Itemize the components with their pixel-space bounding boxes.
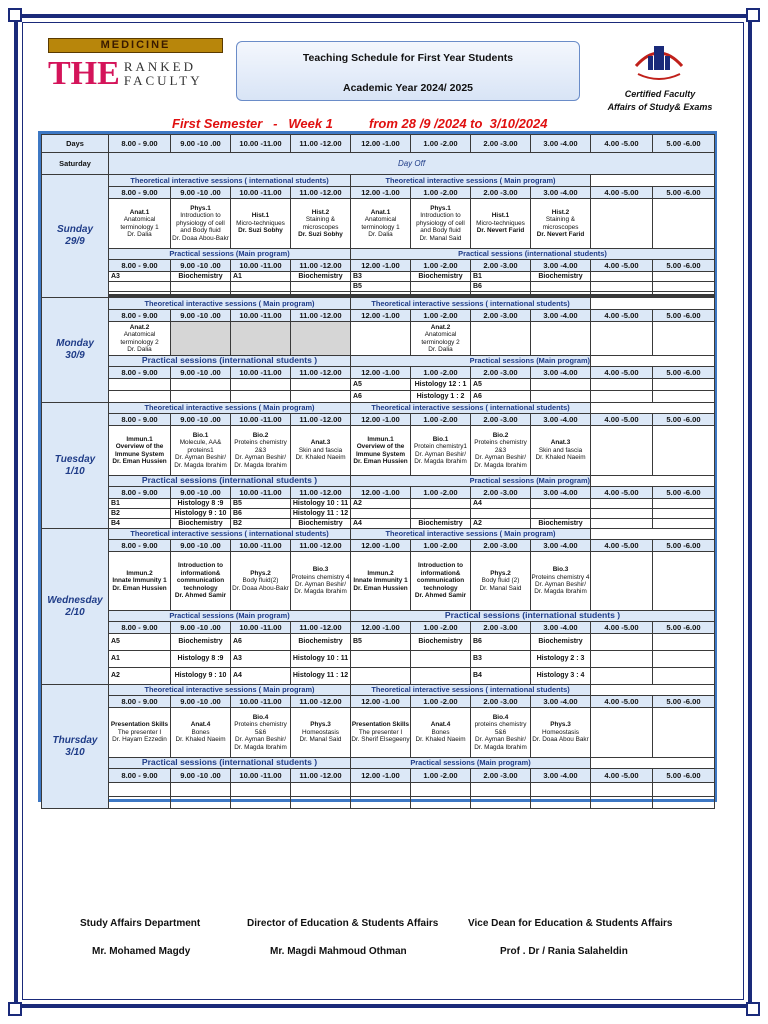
section-header: Theoretical interactive sessions ( Main program) (109, 403, 351, 414)
time-slot: 8.00 - 9.00 (109, 769, 171, 783)
group-label: B5 (351, 282, 411, 292)
time-slot: 12.00 -1.00 (351, 696, 411, 708)
time-slot: 3.00 -4.00 (531, 310, 591, 322)
section-header: Practical sessions (international students ) (109, 356, 351, 367)
time-slot: 5.00 -6.00 (653, 540, 715, 552)
time-slot: 8.00 - 9.00 (109, 367, 171, 379)
time-slot: 9.00 -10 .00 (171, 187, 231, 199)
group-label: A5 (351, 379, 411, 391)
time-slot: 2.00 -3.00 (471, 540, 531, 552)
practical-subject: Biochemistry (291, 519, 351, 529)
practical-subject: Biochemistry (411, 519, 471, 529)
time-slot: 12.00 -1.00 (351, 622, 411, 634)
group-label: A4 (351, 519, 411, 529)
signature-title-1: Study Affairs Department (80, 918, 201, 929)
academic-year: Academic Year 2024/ 2025 (343, 82, 473, 94)
time-slot: 11.00 -12.00 (291, 260, 351, 272)
time-slot: 12.00 -1.00 (351, 187, 411, 199)
time-slot: 5.00 -6.00 (653, 414, 715, 426)
time-slot: 1.00 -2.00 (411, 260, 471, 272)
time-slot: 1.00 -2.00 (411, 367, 471, 379)
lecture-cell: Introduction to information& communication technology Dr. Ahmed Samir (411, 552, 471, 611)
lecture-cell: Bio.1 Molecule, AA& proteins1 Dr. Ayman Beshir/ Dr. Magda Ibrahim (171, 426, 231, 476)
lecture-cell: Phys.1 Introduction to physiology of cell and Body fluid Dr. Doaa Abou-Bakr (171, 199, 231, 249)
signature-title-2: Director of Education & Students Affairs (247, 918, 439, 929)
lecture-cell: Presentation Skills The presenter I Dr. Sherif Elsegeeny (351, 708, 411, 758)
time-slot: 8.00 - 9.00 (109, 622, 171, 634)
time-slot: 2.00 -3.00 (471, 414, 531, 426)
time-slot: 10.00 -11.00 (231, 696, 291, 708)
practical-subject: Biochemistry (531, 634, 591, 651)
practical-subject: Biochemistry (531, 272, 591, 282)
group-label: B1 (471, 272, 531, 282)
time-slot: 1.00 -2.00 (411, 414, 471, 426)
lecture-cell: Immun.2 Innate Immunity 1 Dr. Eman Hussien (109, 552, 171, 611)
header-row (42, 135, 715, 153)
group-label: A4 (231, 668, 291, 685)
cert-line-2: Affairs of Study& Exams (607, 102, 713, 112)
time-slot: 2.00 -3.00 (471, 260, 531, 272)
time-slot: 5.00 -6.00 (653, 487, 715, 499)
time-slot: 9.00 -10 .00 (171, 769, 231, 783)
lecture-cell: Immun.2 Innate Immunity 1 Dr. Eman Hussien (351, 552, 411, 611)
practical-subject: Histology 3 : 4 (531, 668, 591, 685)
section-header: Theoretical interactive sessions ( international students) (351, 685, 591, 696)
lecture-cell: Bio.1 Protein chemistry1 Dr. Ayman Beshir/ Dr. Magda Ibrahim (411, 426, 471, 476)
time-slot: 3.00 -4.00 (531, 540, 591, 552)
time-slot: 4.00 -5.00 (591, 696, 653, 708)
time-slot: 9.00 -10 .00 (171, 487, 231, 499)
time-slot: 2.00 -3.00 (471, 135, 531, 153)
group-label: A2 (351, 499, 411, 509)
time-slot: 11.00 -12.00 (291, 187, 351, 199)
corner-ornament (746, 1002, 760, 1016)
practical-subject: Biochemistry (291, 272, 351, 282)
group-label: A6 (231, 634, 291, 651)
days-header: Days (42, 135, 109, 153)
time-slot: 3.00 -4.00 (531, 260, 591, 272)
section-header: Theoretical interactive sessions ( international students) (109, 175, 351, 187)
time-slot: 2.00 -3.00 (471, 367, 531, 379)
time-slot: 5.00 -6.00 (653, 696, 715, 708)
group-label: A3 (109, 272, 171, 282)
practical-subject: Histology 12 : 1 (411, 379, 471, 391)
group-label: B6 (471, 634, 531, 651)
time-slot: 11.00 -12.00 (291, 540, 351, 552)
time-slot: 9.00 -10 .00 (171, 135, 231, 153)
time-slot: 1.00 -2.00 (411, 310, 471, 322)
time-slot: 5.00 -6.00 (653, 135, 715, 153)
practical-subject: Biochemistry (171, 272, 231, 282)
group-label: B4 (109, 519, 171, 529)
day-monday: Monday 30/9 (42, 298, 109, 403)
logo-faculty: FACULTY (123, 73, 203, 88)
time-slot: 9.00 -10 .00 (171, 367, 231, 379)
time-slot: 12.00 -1.00 (351, 310, 411, 322)
lecture-cell: Anat.3 Skin and fascia Dr. Khaled Naeim (291, 426, 351, 476)
section-header: Practical sessions (Main program) (351, 356, 591, 367)
time-slot: 11.00 -12.00 (291, 310, 351, 322)
time-slot: 8.00 - 9.00 (109, 135, 171, 153)
lecture-cell: Anat.4 Bones Dr. Khaled Naeim (171, 708, 231, 758)
group-label: B1 (109, 499, 171, 509)
lecture-cell: Hist.1 Micro-techniques Dr. Nevert Farid (471, 199, 531, 249)
practical-subject: Histology 11 : 12 (291, 668, 351, 685)
time-slot: 10.00 -11.00 (231, 540, 291, 552)
lecture-cell: Hist.2 Staining & microscopes Dr. Suzi Sobhy (291, 199, 351, 249)
cert-line-1: Certified Faculty (624, 89, 696, 99)
group-label: A6 (471, 391, 531, 403)
time-slot: 11.00 -12.00 (291, 696, 351, 708)
lecture-cell: Phys.2 Body fluid (2) Dr. Manal Said (471, 552, 531, 611)
signature-name-3: Prof . Dr / Rania Salaheldin (500, 946, 628, 957)
group-label: B5 (351, 634, 411, 651)
corner-ornament (8, 8, 22, 22)
time-slot: 11.00 -12.00 (291, 135, 351, 153)
time-slot: 9.00 -10 .00 (171, 540, 231, 552)
time-slot: 1.00 -2.00 (411, 135, 471, 153)
lecture-cell: Phys.3 Homeostasis Dr. Doaa Abou Bakr (531, 708, 591, 758)
lecture-cell: Anat.4 Bones Dr. Khaled Naeim (411, 708, 471, 758)
group-label: B4 (471, 668, 531, 685)
time-slot: 8.00 - 9.00 (109, 540, 171, 552)
lecture-cell: Anat.2 Anatomical terminology 2 Dr. Dalia (411, 322, 471, 356)
section-header: Theoretical interactive sessions ( Main program) (351, 529, 591, 540)
time-slot: 8.00 - 9.00 (109, 696, 171, 708)
signature-name-2: Mr. Magdi Mahmoud Othman (270, 946, 407, 957)
time-slot: 11.00 -12.00 (291, 414, 351, 426)
time-slot: 4.00 -5.00 (591, 414, 653, 426)
time-slot: 3.00 -4.00 (531, 414, 591, 426)
schedule-table (38, 131, 717, 802)
section-header: Practical sessions (Main program) (351, 758, 591, 769)
time-slot: 3.00 -4.00 (531, 187, 591, 199)
schedule-title-box (236, 41, 580, 101)
group-label: A5 (471, 379, 531, 391)
time-slot: 5.00 -6.00 (653, 367, 715, 379)
lecture-cell: Anat.1 Anatomical terminology 1 Dr. Dalia (109, 199, 171, 249)
lecture-cell: Anat.2 Anatomical terminology 2 Dr. Dalia (109, 322, 171, 356)
time-slot: 4.00 -5.00 (591, 487, 653, 499)
time-slot: 12.00 -1.00 (351, 260, 411, 272)
time-slot: 2.00 -3.00 (471, 310, 531, 322)
group-label: B3 (351, 272, 411, 282)
time-slot: 8.00 - 9.00 (109, 414, 171, 426)
group-label: A1 (231, 272, 291, 282)
group-label: B3 (471, 651, 531, 668)
time-slot: 10.00 -11.00 (231, 310, 291, 322)
time-slot: 12.00 -1.00 (351, 135, 411, 153)
the-ranked-logo (48, 38, 223, 96)
section-header: Theoretical interactive sessions ( international students) (109, 529, 351, 540)
logo-ranked: RANKED (123, 59, 196, 74)
time-slot: 10.00 -11.00 (231, 260, 291, 272)
practical-subject: Biochemistry (171, 519, 231, 529)
time-slot: 9.00 -10 .00 (171, 260, 231, 272)
time-slot: 4.00 -5.00 (591, 769, 653, 783)
logo-the: THE (48, 55, 120, 92)
time-slot: 4.00 -5.00 (591, 260, 653, 272)
section-header: Theoretical interactive sessions ( international students) (351, 298, 591, 310)
time-slot: 1.00 -2.00 (411, 622, 471, 634)
group-label: A4 (471, 499, 531, 509)
lecture-cell: Bio.2 Proteins chemistry 2&3 Dr. Ayman Beshir/ Dr. Magda Ibrahim (471, 426, 531, 476)
time-slot: 3.00 -4.00 (531, 487, 591, 499)
time-slot: 8.00 - 9.00 (109, 260, 171, 272)
lecture-cell: Anat.3 Skin and fascia Dr. Khaled Naeim (531, 426, 591, 476)
practical-subject: Histology 10 : 11 (291, 499, 351, 509)
time-slot: 9.00 -10 .00 (171, 310, 231, 322)
time-slot: 5.00 -6.00 (653, 260, 715, 272)
section-header: Theoretical interactive sessions ( Main program) (109, 298, 351, 310)
time-slot: 4.00 -5.00 (591, 187, 653, 199)
practical-subject: Histology 2 : 3 (531, 651, 591, 668)
section-header: Practical sessions (international students) (351, 249, 715, 260)
time-slot: 12.00 -1.00 (351, 487, 411, 499)
time-slot: 3.00 -4.00 (531, 135, 591, 153)
time-slot: 5.00 -6.00 (653, 310, 715, 322)
time-slot: 3.00 -4.00 (531, 696, 591, 708)
section-header: Theoretical interactive sessions ( international students) (351, 403, 591, 414)
time-slot: 10.00 -11.00 (231, 187, 291, 199)
time-slot: 1.00 -2.00 (411, 696, 471, 708)
group-label: B2 (109, 509, 171, 519)
lecture-cell: Phys.1 Introduction to physiology of cell and Body fluid Dr. Manal Said (411, 199, 471, 249)
group-label: A5 (109, 634, 171, 651)
day-thursday: Thursday 3/10 (42, 685, 109, 809)
lecture-cell: Bio.3 Proteins chemistry 4 Dr. Ayman Beshir/ Dr. Magda Ibrahim (291, 552, 351, 611)
corner-ornament (746, 8, 760, 22)
time-slot: 2.00 -3.00 (471, 622, 531, 634)
logo-medicine-bar: MEDICINE (48, 38, 223, 53)
time-slot: 11.00 -12.00 (291, 487, 351, 499)
lecture-cell: Phys.2 Body fluid(2) Dr. Doaa Abou-Bakr (231, 552, 291, 611)
saturday-row (42, 153, 715, 175)
group-label: B5 (231, 499, 291, 509)
group-label: B6 (471, 282, 531, 292)
practical-subject: Biochemistry (531, 519, 591, 529)
lecture-cell: Introduction to information& communication technology Dr. Ahmed Samir (171, 552, 231, 611)
time-slot: 3.00 -4.00 (531, 622, 591, 634)
section-header: Theoretical interactive sessions ( Main program) (109, 685, 351, 696)
group-label: A1 (109, 651, 171, 668)
time-slot: 3.00 -4.00 (531, 769, 591, 783)
time-slot: 12.00 -1.00 (351, 367, 411, 379)
time-slot: 8.00 - 9.00 (109, 310, 171, 322)
practical-subject: Biochemistry (411, 272, 471, 282)
practical-subject: Histology 11 : 12 (291, 509, 351, 519)
group-label: B6 (231, 509, 291, 519)
time-slot: 12.00 -1.00 (351, 540, 411, 552)
time-slot: 1.00 -2.00 (411, 487, 471, 499)
group-label: A2 (109, 668, 171, 685)
section-header: Practical sessions (Main program) (109, 249, 351, 260)
time-slot: 11.00 -12.00 (291, 622, 351, 634)
time-slot: 10.00 -11.00 (231, 414, 291, 426)
practical-subject: Histology 9 : 10 (171, 509, 231, 519)
time-slot: 10.00 -11.00 (231, 135, 291, 153)
time-slot: 2.00 -3.00 (471, 769, 531, 783)
day-off-note: Day Off (109, 153, 715, 175)
time-slot: 1.00 -2.00 (411, 540, 471, 552)
group-label: A2 (471, 519, 531, 529)
practical-subject: Biochemistry (411, 634, 471, 651)
lecture-cell: Presentation Skills The presenter I Dr. Hayam Ezzedin (109, 708, 171, 758)
time-slot: 4.00 -5.00 (591, 135, 653, 153)
time-slot: 9.00 -10 .00 (171, 696, 231, 708)
section-header: Practical sessions (international students ) (351, 611, 715, 622)
time-slot: 4.00 -5.00 (591, 622, 653, 634)
practical-subject: Histology 9 : 10 (171, 668, 231, 685)
time-slot: 10.00 -11.00 (231, 769, 291, 783)
section-header: Practical sessions (international students ) (109, 476, 351, 487)
day-wednesday: Wednesday 2/10 (42, 529, 109, 685)
time-slot: 11.00 -12.00 (291, 367, 351, 379)
practical-subject: Histology 10 : 11 (291, 651, 351, 668)
lecture-cell: Immun.1 Overview of the Immune System Dr. Eman Hussien (351, 426, 411, 476)
semester-week-heading: First Semester - Week 1 from 28 /9 /2024 to 3/10/2024 (172, 116, 548, 131)
time-slot: 5.00 -6.00 (653, 622, 715, 634)
day-sunday: Sunday 29/9 (42, 175, 109, 298)
time-slot: 4.00 -5.00 (591, 310, 653, 322)
group-label: B2 (231, 519, 291, 529)
lecture-cell: Hist.1 Micro-techniques Dr. Suzi Sobhy (231, 199, 291, 249)
signature-name-1: Mr. Mohamed Magdy (92, 946, 191, 957)
time-slot: 9.00 -10 .00 (171, 622, 231, 634)
practical-subject: Histology 1 : 2 (411, 391, 471, 403)
time-slot: 2.00 -3.00 (471, 187, 531, 199)
section-header: Practical sessions (Main program) (351, 476, 591, 487)
lecture-cell: Phys.3 Homeostasis Dr. Manal Said (291, 708, 351, 758)
time-slot: 1.00 -2.00 (411, 187, 471, 199)
section-header: Practical sessions (Main program) (109, 611, 351, 622)
lecture-cell: Bio.4 Proteins chemistry 5&6 Dr. Ayman Beshir/ Dr. Magda Ibrahim (231, 708, 291, 758)
time-slot: 4.00 -5.00 (591, 367, 653, 379)
time-slot: 2.00 -3.00 (471, 487, 531, 499)
time-slot: 12.00 -1.00 (351, 414, 411, 426)
lecture-cell: Bio.3 Proteins chemistry 4 Dr. Ayman Beshir/ Dr. Magda Ibrahim (531, 552, 591, 611)
time-slot: 8.00 - 9.00 (109, 487, 171, 499)
corner-ornament (8, 1002, 22, 1016)
day-tuesday: Tuesday 1/10 (42, 403, 109, 529)
section-header: Practical sessions (international students ) (109, 758, 351, 769)
lecture-cell: Hist.2 Staining & microscopes Dr. Nevert Farid (531, 199, 591, 249)
practical-subject: Histology 8 :9 (171, 651, 231, 668)
certified-faculty-note (604, 88, 716, 114)
time-slot: 3.00 -4.00 (531, 367, 591, 379)
time-slot: 4.00 -5.00 (591, 540, 653, 552)
lecture-cell: Immun.1 Overview of the Immune System Dr. Eman Hussien (109, 426, 171, 476)
practical-subject: Biochemistry (291, 634, 351, 651)
time-slot: 12.00 -1.00 (351, 769, 411, 783)
time-slot: 10.00 -11.00 (231, 367, 291, 379)
time-slot: 2.00 -3.00 (471, 696, 531, 708)
group-label: A6 (351, 391, 411, 403)
group-label: A3 (231, 651, 291, 668)
time-slot: 11.00 -12.00 (291, 769, 351, 783)
practical-subject: Biochemistry (171, 634, 231, 651)
time-slot: 10.00 -11.00 (231, 622, 291, 634)
time-slot: 5.00 -6.00 (653, 187, 715, 199)
time-slot: 8.00 - 9.00 (109, 187, 171, 199)
time-slot: 5.00 -6.00 (653, 769, 715, 783)
schedule-title: Teaching Schedule for First Year Students (302, 52, 514, 64)
lecture-cell: Anat.1 Anatomical terminology 1 Dr. Dalia (351, 199, 411, 249)
day-saturday: Saturday (42, 153, 109, 175)
lecture-cell: Bio.2 Proteins chemistry 2&3 Dr. Ayman Beshir/ Dr. Magda Ibrahim (231, 426, 291, 476)
practical-subject: Histology 8 :9 (171, 499, 231, 509)
time-slot: 1.00 -2.00 (411, 769, 471, 783)
section-header: Theoretical interactive sessions ( Main program) (351, 175, 591, 187)
time-slot: 9.00 -10 .00 (171, 414, 231, 426)
time-slot: 10.00 -11.00 (231, 487, 291, 499)
lecture-cell: Bio.4 proteins chemistry 5&6 Dr. Ayman Beshir/ Dr. Magda Ibrahim (471, 708, 531, 758)
university-seal-icon (628, 36, 690, 84)
signature-title-3: Vice Dean for Education & Students Affairs (468, 918, 673, 929)
